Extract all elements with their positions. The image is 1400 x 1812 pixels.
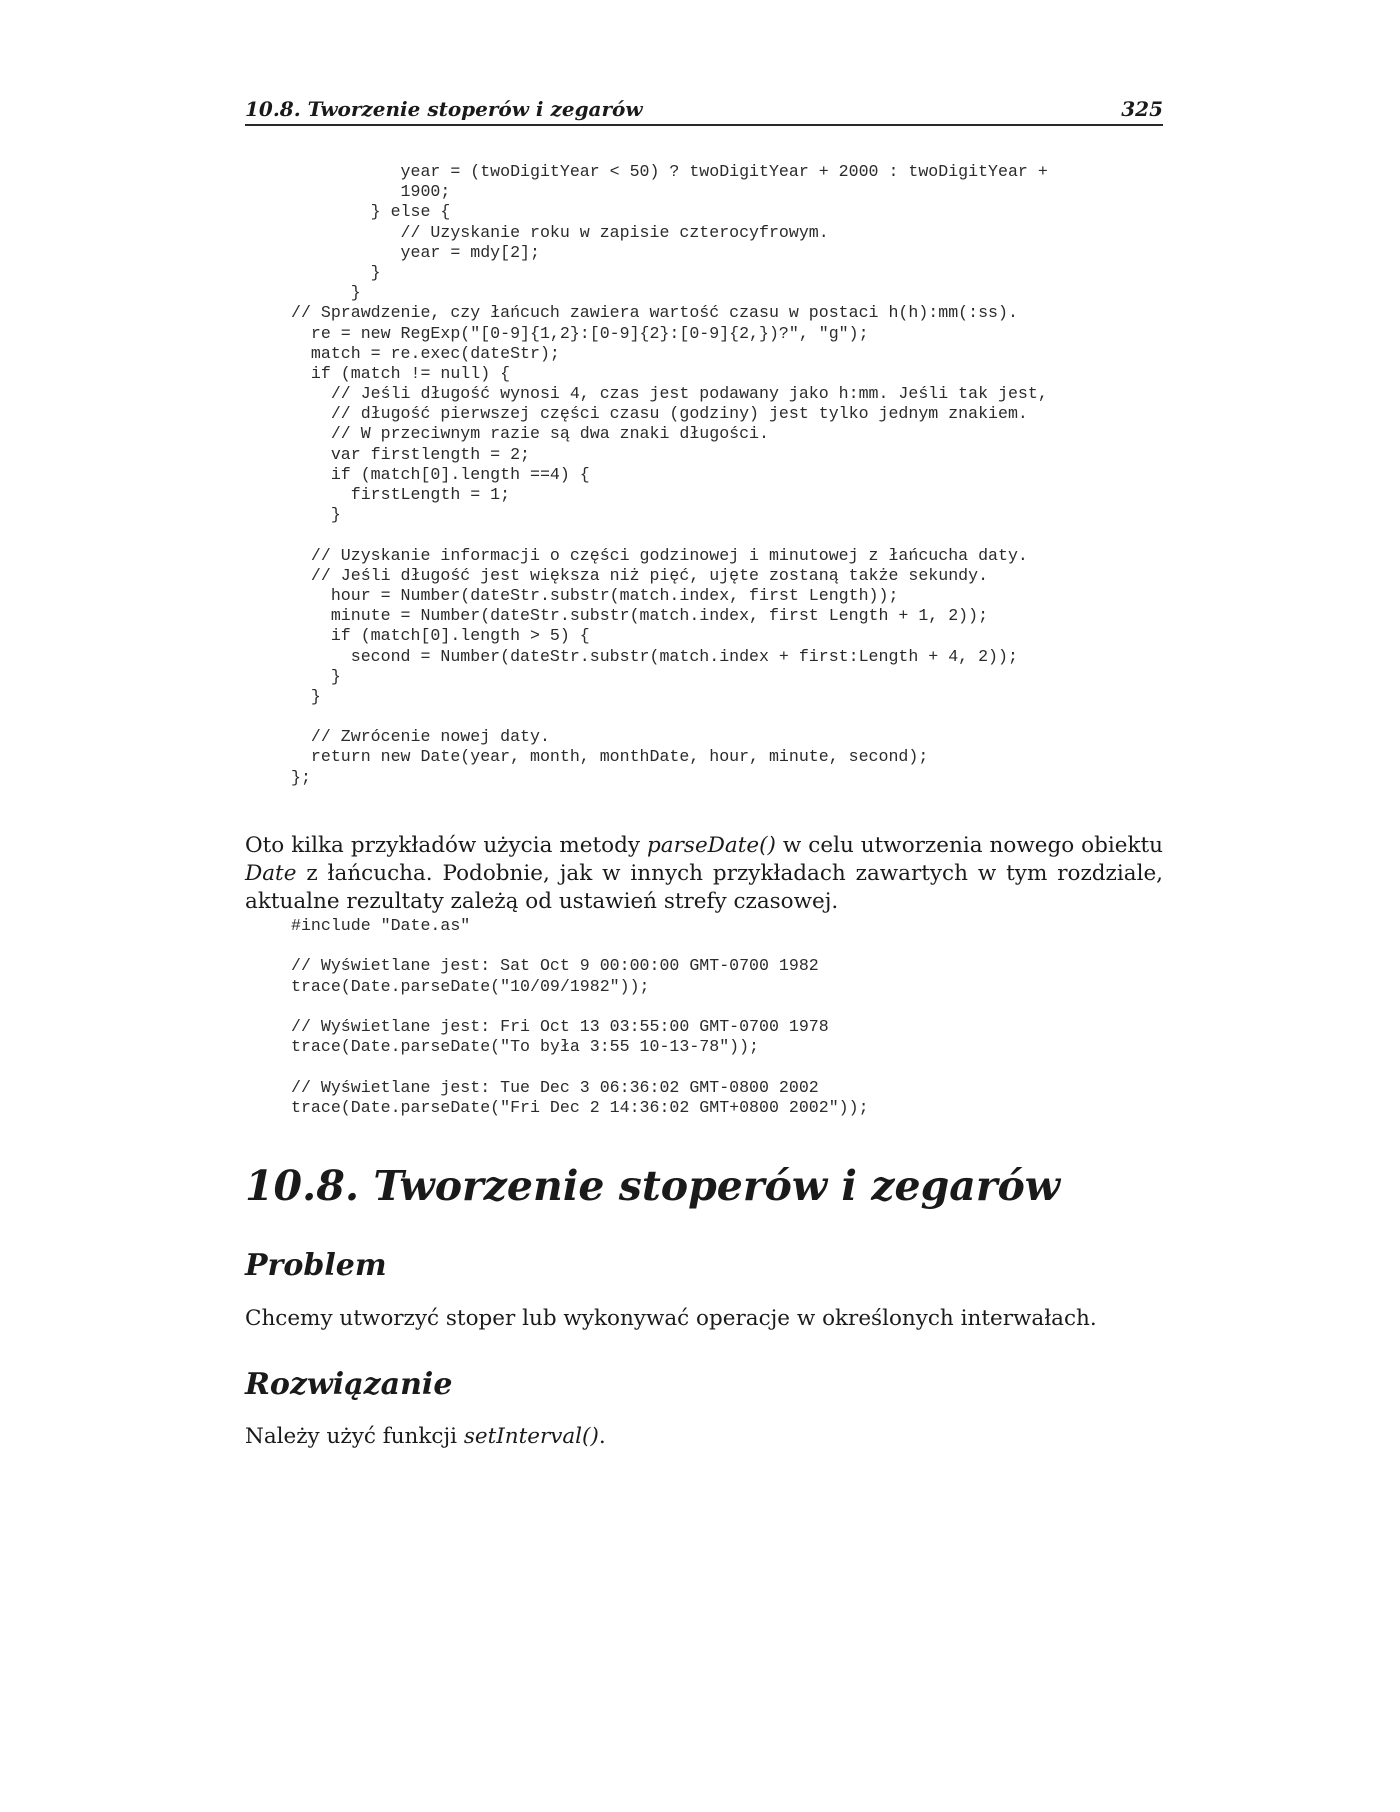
code-line: 1900; [291, 182, 451, 202]
code-line: trace(Date.parseDate("10/09/1982")); [291, 976, 650, 996]
code-line: minute = Number(dateStr.substr(match.index, first Length + 1, 2)); [291, 606, 989, 626]
code-line: } [291, 283, 361, 303]
section-title: 10.8. Tworzenie stoperów i zegarów [245, 1162, 1061, 1210]
code-line: // Uzyskanie roku w zapisie czterocyfrowym. [291, 222, 829, 242]
code-line: re = new RegExp("[0-9]{1,2}:[0-9]{2}:[0-9]{2,})?", "g"); [291, 323, 869, 343]
code-listing-examples [291, 916, 869, 1118]
page-number: 325 [1121, 97, 1163, 121]
code-line: // Wyświetlane jest: Sat Oct 9 00:00:00 GMT-0700 1982 [291, 956, 819, 976]
code-line [291, 707, 1048, 727]
running-header [245, 96, 1163, 126]
code-line: } [291, 262, 381, 282]
code-line: // Wyświetlane jest: Fri Oct 13 03:55:00 GMT-0700 1978 [291, 1016, 829, 1036]
code-line: } else { [291, 202, 451, 222]
code-line: // Jeśli długość wynosi 4, czas jest podawany jako h:mm. Jeśli tak jest, [291, 384, 1048, 404]
code-line: }; [291, 767, 311, 787]
code-listing-parse-date [291, 162, 1048, 788]
code-line: // W przeciwnym razie są dwa znaki długości. [291, 424, 769, 444]
class-name-date: Date [245, 860, 297, 886]
code-line: if (match != null) { [291, 363, 511, 383]
body-paragraph-examples [245, 832, 1163, 916]
code-line: if (match[0].length > 5) { [291, 626, 590, 646]
code-line [291, 525, 1048, 545]
code-line: year = mdy[2]; [291, 242, 540, 262]
code-line [291, 1057, 869, 1077]
code-line: // Uzyskanie informacji o części godzinowej i minutowej z łańcucha daty. [291, 545, 1028, 565]
code-line: } [291, 686, 321, 706]
code-line: #include "Date.as" [291, 916, 471, 935]
code-line: match = re.exec(dateStr); [291, 343, 560, 363]
paragraph-text-part2: w celu utworzenia nowego obiektu [775, 832, 1164, 858]
code-line: } [291, 666, 341, 686]
running-header-title: 10.8. Tworzenie stoperów i zegarów [245, 97, 643, 121]
paragraph-text-part1: Oto kilka przykładów użycia metody [245, 832, 648, 858]
solution-text-prefix: Należy użyć funkcji [245, 1424, 464, 1449]
code-line [291, 997, 869, 1017]
code-line: return new Date(year, month, monthDate, hour, minute, second); [291, 747, 929, 767]
paragraph-text-part3: z łańcucha. Podobnie, jak w innych przykładach zawartych w tym rozdziale, aktualne rezultaty zależą od ustawień strefy czasowej. [245, 860, 1163, 914]
code-line: // Wyświetlane jest: Tue Dec 3 06:36:02 GMT-0800 2002 [291, 1077, 819, 1097]
solution-function-name: setInterval() [463, 1424, 599, 1449]
code-line: firstLength = 1; [291, 485, 511, 504]
code-line: var firstlength = 2; [291, 444, 530, 464]
code-line: hour = Number(dateStr.substr(match.index, first Length)); [291, 585, 899, 605]
code-line: trace(Date.parseDate("Fri Dec 2 14:36:02 GMT+0800 2002")); [291, 1097, 869, 1117]
code-line: second = Number(dateStr.substr(match.index + first:Length + 4, 2)); [291, 646, 1018, 666]
code-line: } [291, 505, 341, 525]
code-line: trace(Date.parseDate("To była 3:55 10-13-78")); [291, 1037, 760, 1057]
code-line [291, 936, 869, 956]
problem-heading: Problem [245, 1248, 387, 1283]
solution-text-suffix: . [598, 1424, 606, 1449]
problem-text: Chcemy utworzyć stoper lub wykonywać operacje w określonych interwałach. [245, 1306, 1097, 1331]
solution-text [245, 1423, 606, 1451]
code-line: // Jeśli długość jest większa niż pięć, ujęte zostaną także sekundy. [291, 565, 989, 585]
method-name-parse-date: parseDate() [647, 832, 776, 858]
code-line: // Zwrócenie nowej daty. [291, 727, 550, 747]
code-line: if (match[0].length ==4) { [291, 464, 590, 484]
code-line: // długość pierwszej części czasu (godziny) jest tylko jednym znakiem. [291, 404, 1028, 424]
solution-heading: Rozwiązanie [245, 1367, 453, 1402]
code-line: year = (twoDigitYear < 50) ? twoDigitYear + 2000 : twoDigitYear + [291, 162, 1048, 181]
code-line: // Sprawdzenie, czy łańcuch zawiera wartość czasu w postaci h(h):mm(:ss). [291, 303, 1018, 323]
